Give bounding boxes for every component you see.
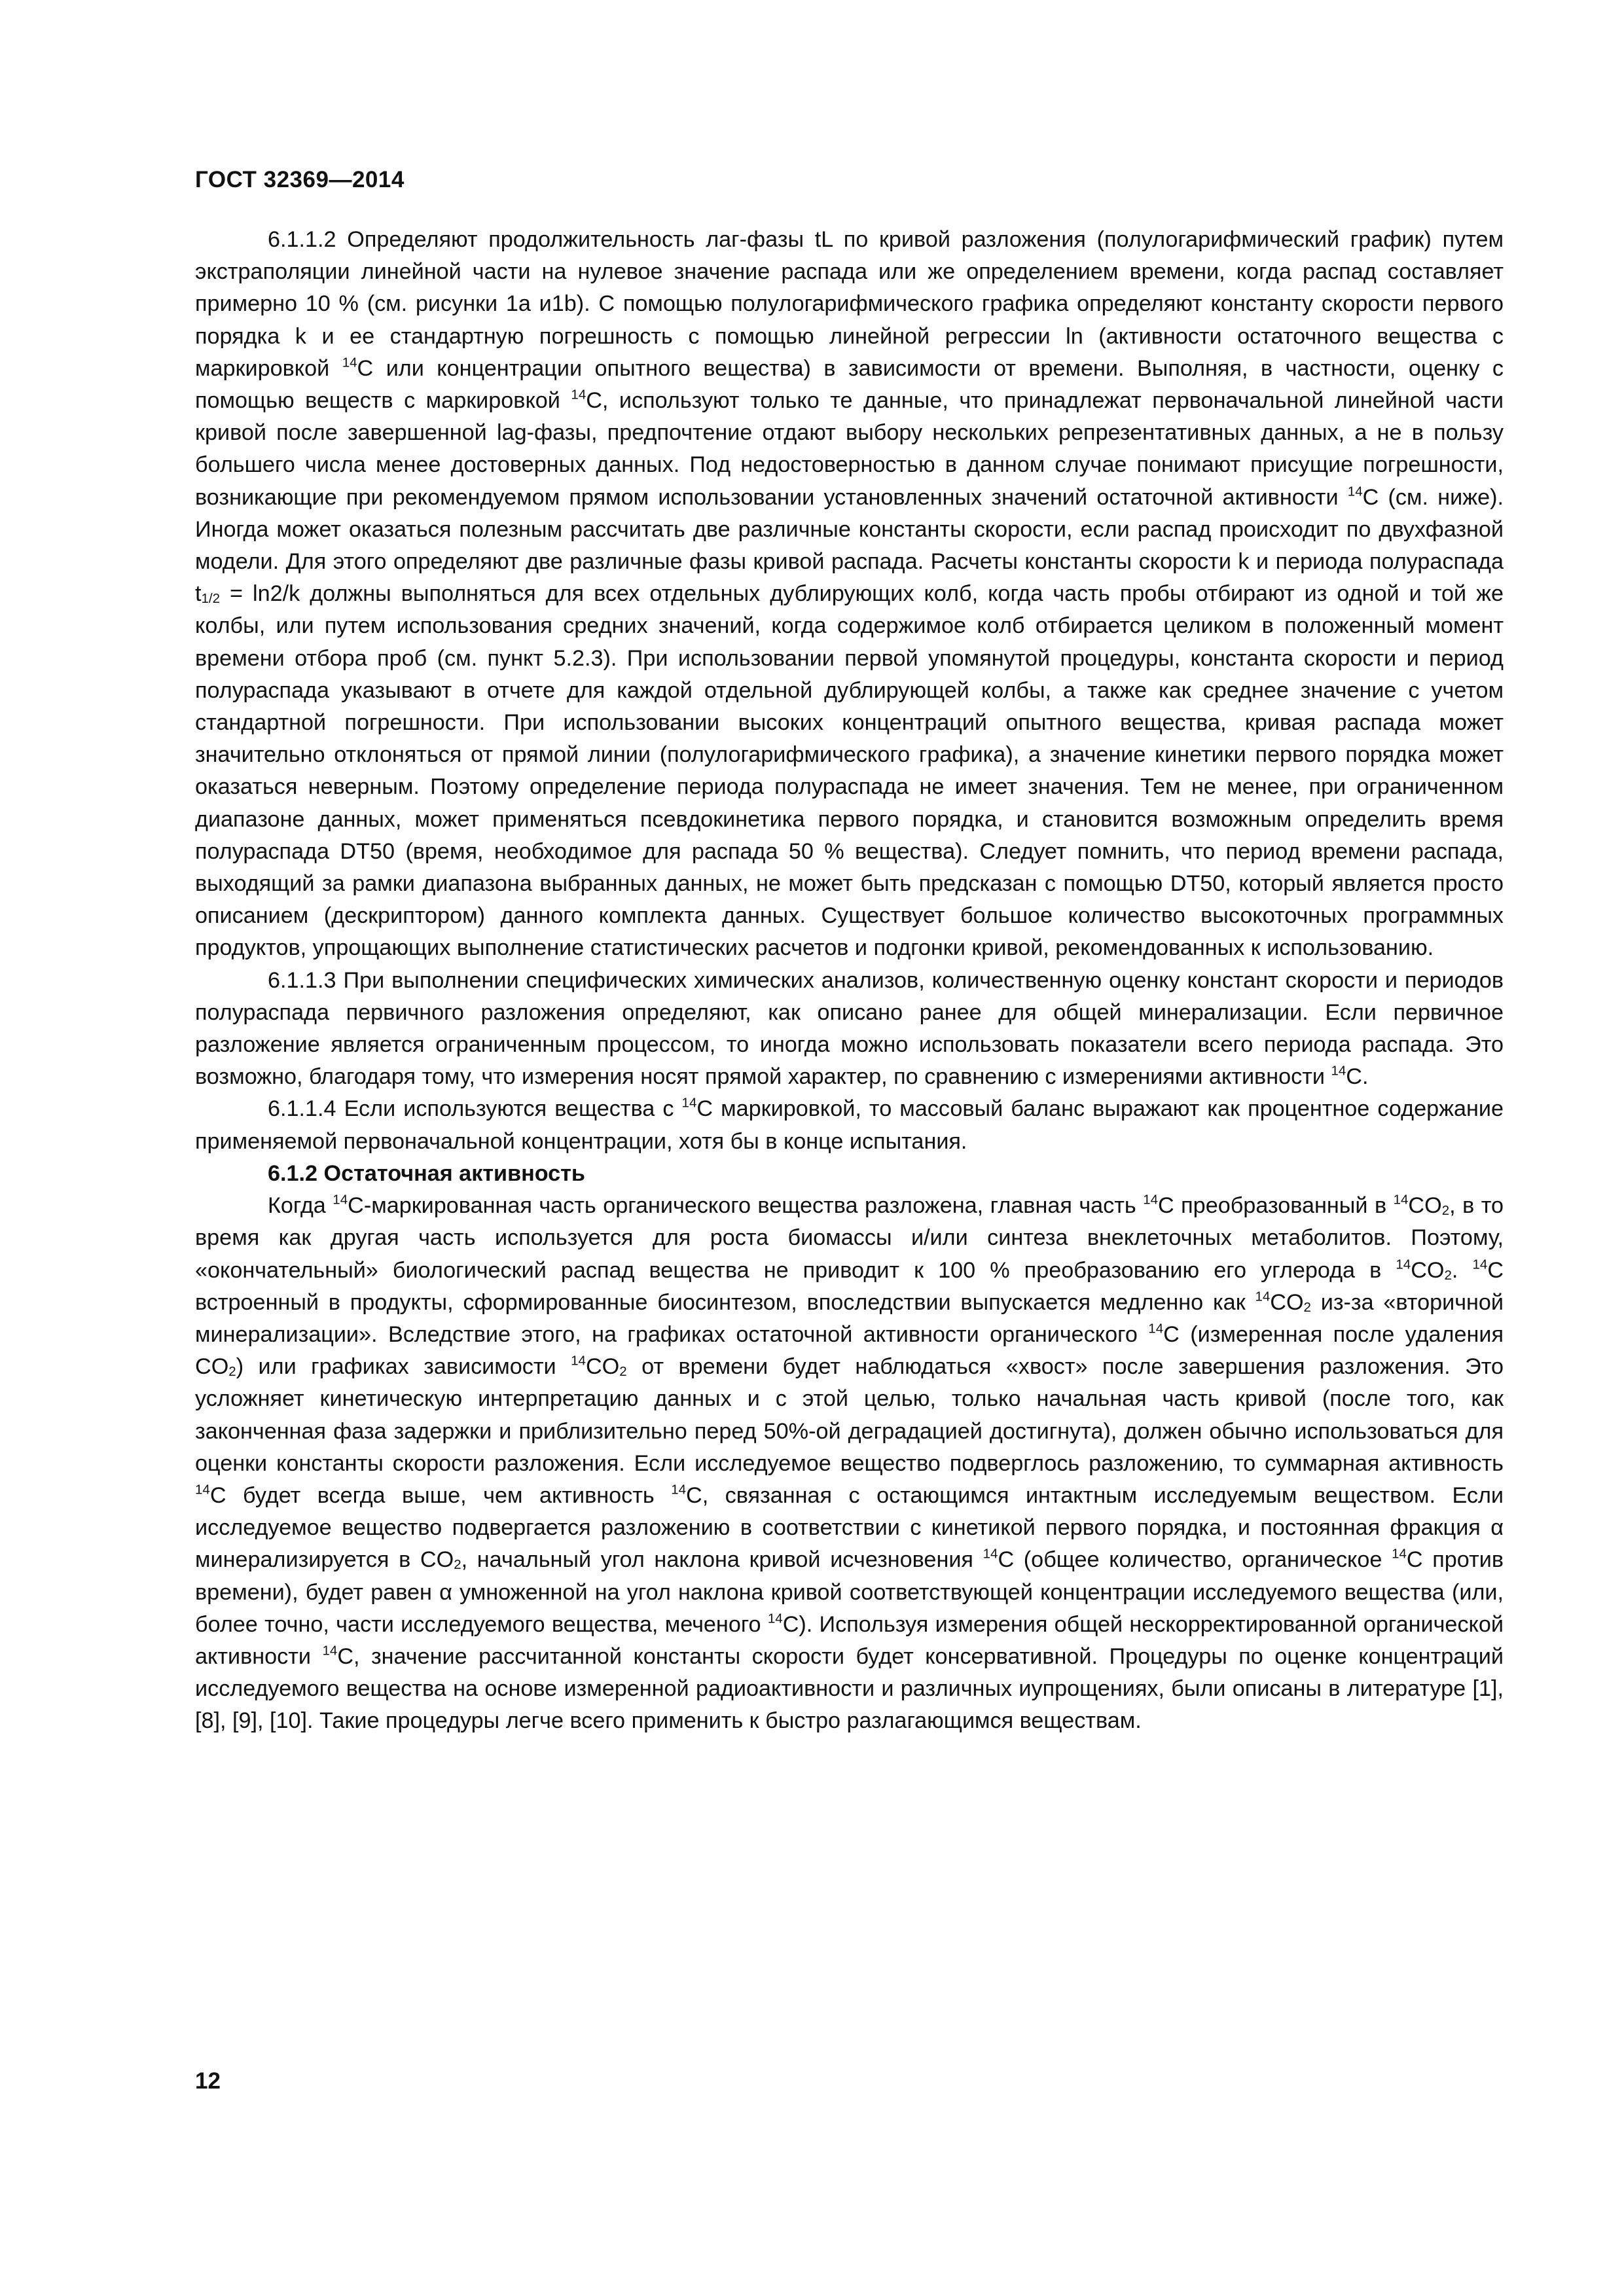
text-run: С маркировкой, то массовый баланс выражают как процентное содержание применяемой первоначальной концентрации, хотя бы в конце испытания. bbox=[195, 1096, 1504, 1154]
text-run: С (общее количество, органическое bbox=[998, 1547, 1392, 1573]
isotope-superscript: 14 bbox=[671, 1482, 687, 1498]
isotope-superscript: 14 bbox=[1392, 1547, 1407, 1562]
text-run: ) или графиках зависимости bbox=[236, 1354, 571, 1380]
paragraph-6-1-2 bbox=[195, 1190, 1504, 1737]
paragraph-6-1-1-2 bbox=[195, 224, 1504, 965]
formula-subscript: 2 bbox=[619, 1364, 627, 1380]
isotope-superscript: 14 bbox=[1347, 484, 1363, 499]
text-run: С (см. ниже). Иногда может оказаться полезным рассчитать две различные константы скорости, если распад происходит по двухфазной модели. Для этого определяют две различные фазы кривой распада. Расчеты константы скорости k и периода полураспада t bbox=[195, 484, 1504, 607]
isotope-superscript: 14 bbox=[333, 1192, 348, 1208]
text-run: , в то время как другая часть используется для роста биомассы и/или синтеза внеклеточных метаболитов. Поэтому, «окончательный» биологический распад вещества не приводит к 100 % преобразованию его углерода в bbox=[195, 1193, 1504, 1283]
document-body bbox=[195, 224, 1504, 1738]
text-run: . bbox=[1451, 1257, 1473, 1283]
isotope-superscript: 14 bbox=[1472, 1257, 1488, 1272]
text-run: Определяют продолжительность лаг-фазы tL по кривой разложения (полулогарифмический график) путем экстраполяции линейной части на нулевое значение распада или же определением времени, когда распад составляет примерно 10 % (см. рисунки 1а и1b). С помощью полулогарифмического графика определяют константу скорости первого порядка k и ее стандартную погрешность с помощью линейной регрессии ln (активности остаточного вещества с маркировкой bbox=[195, 227, 1504, 381]
isotope-superscript: 14 bbox=[571, 387, 586, 403]
isotope-superscript: 14 bbox=[322, 1643, 338, 1659]
isotope-superscript: 14 bbox=[767, 1611, 783, 1626]
formula-co: CO bbox=[585, 1354, 620, 1380]
formula-subscript: 2 bbox=[228, 1364, 236, 1380]
formula-subscript: 2 bbox=[1303, 1299, 1311, 1315]
clause-number: 6.1.1.3 bbox=[268, 967, 336, 993]
text-run: С встроенный в продукты, сформированные биосинтезом, впоследствии выпускается медленно как bbox=[195, 1257, 1504, 1315]
formula-co: CO bbox=[1270, 1289, 1304, 1315]
text-run: При выполнении специфических химических анализов, количественную оценку констант скорости и периодов полураспада первичного разложения определяют, как описано ранее для общей минерализации. Если первичное разложение является ограниченным процессом, то иногда можно использовать показатели всего периода распада. Это возможно, благодаря тому, что измерения носят прямой характер, по сравнению с измерениями активности bbox=[195, 967, 1504, 1090]
isotope-superscript: 14 bbox=[195, 1482, 210, 1498]
page-number: 12 bbox=[195, 2068, 221, 2094]
text-run: из-за «вторичной минерализации». Вследствие этого, на графиках остаточной активности органического bbox=[195, 1289, 1504, 1347]
text-run: С). Используя измерения общей нескорректированной органической активности bbox=[195, 1611, 1504, 1669]
isotope-superscript: 14 bbox=[1148, 1321, 1164, 1336]
half-life-subscript: 1/2 bbox=[201, 591, 221, 607]
text-run: , начальный угол наклона кривой исчезновения bbox=[461, 1547, 983, 1573]
formula-subscript: 2 bbox=[1441, 1203, 1450, 1219]
text-run: С, значение рассчитанной константы скорости будет консервативной. Процедуры по оценке концентраций исследуемого вещества на основе измеренной радиоактивности и различных иупрощениях, были описаны в литературе [1], [8], [9], [10]. Такие процедуры легче всего применить к быстро разлагающимся веществам. bbox=[195, 1643, 1504, 1734]
text-run: С будет всегда выше, чем активность bbox=[209, 1482, 672, 1508]
isotope-superscript: 14 bbox=[681, 1096, 697, 1111]
text-run: = ln2/k должны выполняться для всех отдельных дублирующих колб, когда часть пробы отбирают из одной и той же колбы, или путем использования средних значений, когда содержимое колб отбирается целиком в положенный момент времени отбора проб (см. пункт 5.2.3). При использовании первой упомянутой процедуры, константа скорости и период полураспада указывают в отчете для каждой отдельной дублирующей колбы, а также как среднее значение с учетом стандартной погрешности. При использовании высоких концентраций опытного вещества, кривая распада может значительно отклоняться от прямой линии (полулогарифмического графика), а значение кинетики первого порядка может оказаться неверным. Поэтому определение периода полураспада не имеет значения. Тем не менее, при ограниченном диапазоне данных, может применяться псевдокинетика первого порядка, и становится возможным определить время полураспада DT50 (время, необходимое для распада 50 % вещества). Следует помнить, что период времени распада, выходящий за рамки диапазона выбранных данных, не может быть предсказан с помощью DT50, который является просто описанием (дескриптором) данного комплекта данных. Существует большое количество высокоточных программных продуктов, упрощающих выполнение статистических расчетов и подгонки кривой, рекомендованных к использованию. bbox=[195, 581, 1504, 961]
standard-header: ГОСТ 32369—2014 bbox=[195, 167, 405, 192]
isotope-superscript: 14 bbox=[342, 355, 357, 370]
isotope-superscript: 14 bbox=[1393, 1192, 1409, 1208]
formula-subscript: 2 bbox=[1444, 1267, 1452, 1283]
text-run: С преобразованный в bbox=[1158, 1193, 1394, 1219]
isotope-superscript: 14 bbox=[1396, 1257, 1411, 1272]
isotope-superscript: 14 bbox=[1255, 1289, 1271, 1304]
clause-number: 6.1.1.4 bbox=[268, 1096, 336, 1122]
isotope-superscript: 14 bbox=[983, 1547, 998, 1562]
isotope-superscript: 14 bbox=[1331, 1063, 1346, 1079]
paragraph-6-1-1-3 bbox=[195, 965, 1504, 1094]
text-run: С против времени), будет равен α умноженной на угол наклона кривой соответствующей концентрации исследуемого вещества (или, более точно, части исследуемого вещества, меченого bbox=[195, 1547, 1504, 1637]
text-run: от времени будет наблюдаться «хвост» после завершения разложения. Это усложняет кинетическую интерпретацию данных и с этой целью, только начальная часть кривой (после того, как законченная фаза задержки и приблизительно перед 50%-ой деградацией достигнута), должен обычно использоваться для оценки константы скорости разложения. Если исследуемое вещество подверглось разложению, то суммарная активность bbox=[195, 1354, 1504, 1476]
formula-subscript: 2 bbox=[454, 1557, 461, 1573]
text-run: С (измеренная после удаления CO bbox=[195, 1321, 1504, 1380]
section-heading-6-1-2: 6.1.2 Остаточная активность bbox=[268, 1160, 585, 1186]
text-run: С или концентрации опытного вещества) в зависимости от времени. Выполняя, в частности, оценку с помощью веществ с маркировкой bbox=[195, 355, 1504, 414]
clause-number: 6.1.1.2 bbox=[268, 227, 336, 252]
isotope-superscript: 14 bbox=[1143, 1192, 1159, 1208]
text-run: С-маркированная часть органического вещества разложена, главная часть bbox=[348, 1193, 1144, 1219]
text-run: Если используются вещества с bbox=[336, 1096, 682, 1122]
text-run: С. bbox=[1346, 1064, 1369, 1090]
formula-co: CO bbox=[1408, 1193, 1442, 1219]
text-run: С, используют только те данные, что принадлежат первоначальной линейной части кривой после завершенной lag-фазы, предпочтение отдают выбору нескольких репрезентативных данных, а не в пользу большего числа менее достоверных данных. Под недостоверностью в данном случае понимают присущие погрешности, возникающие при рекомендуемом прямом использовании установленных значений остаточной активности bbox=[195, 388, 1504, 510]
text-run: С, связанная с остающимся интактным исследуемым веществом. Если исследуемое вещество подвергается разложению в соответствии с кинетикой первого порядка, и постоянная фракция α минерализируется в CO bbox=[195, 1482, 1504, 1573]
isotope-superscript: 14 bbox=[571, 1353, 586, 1369]
formula-co: CO bbox=[1411, 1257, 1445, 1283]
text-run: Когда bbox=[268, 1193, 333, 1219]
paragraph-6-1-1-4 bbox=[195, 1093, 1504, 1157]
